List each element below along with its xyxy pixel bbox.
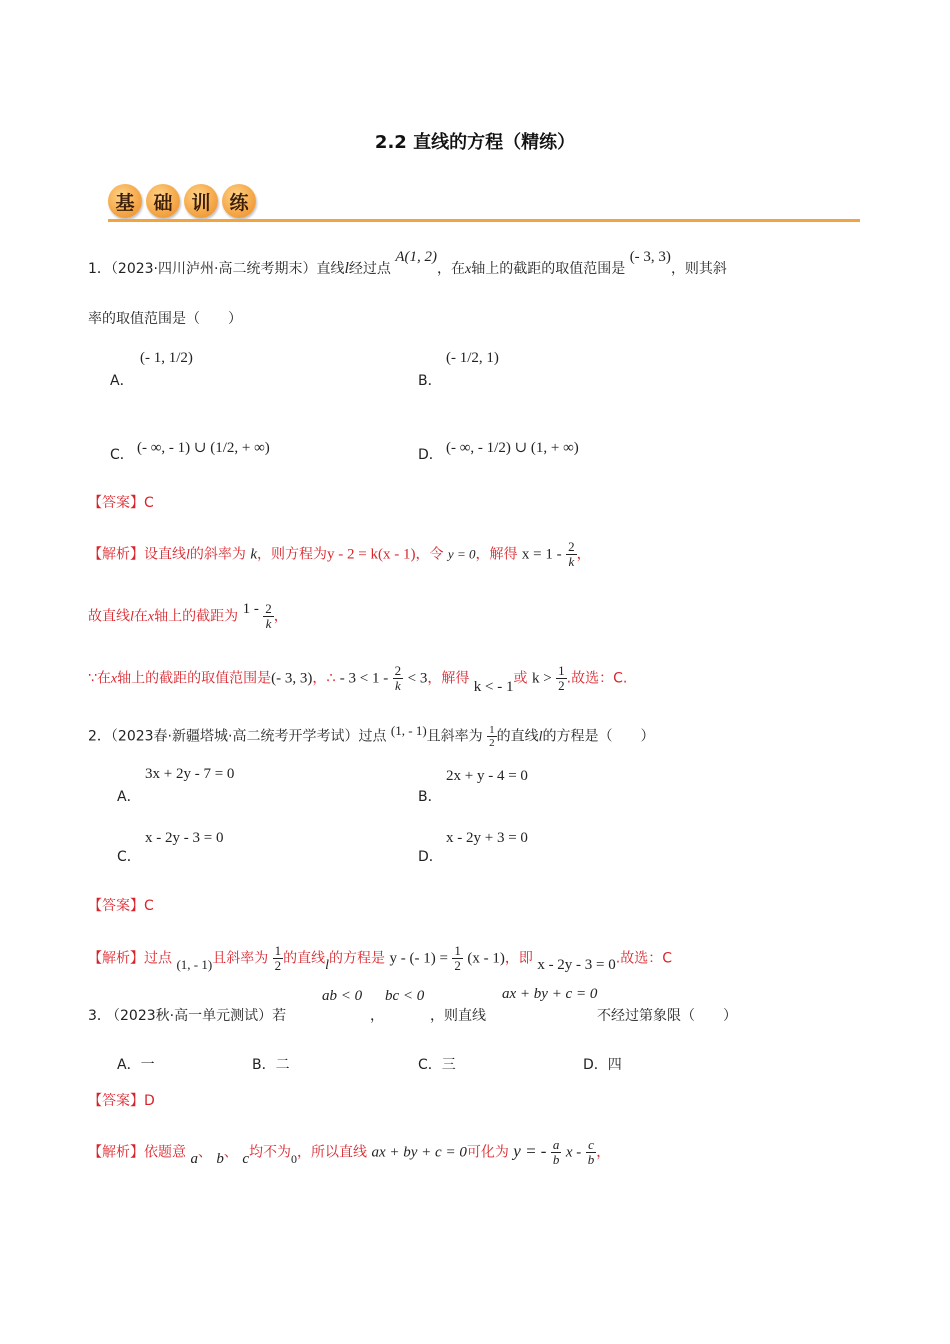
q1-var-x: x <box>465 262 472 277</box>
q1-exp3-k2: k > <box>531 670 552 687</box>
q1-explanation-line1 <box>88 540 591 569</box>
q3-exp-zero: 0 <box>291 1151 298 1166</box>
q3-explanation <box>88 1138 610 1167</box>
q1-exp1-eq: y - 2 = k(x - 1) <box>327 546 416 563</box>
q1-text-a: 经过点 <box>348 261 391 277</box>
q1-exp3-b: 轴上的截距的取值范围是 <box>117 670 272 687</box>
q3-cond2: bc < 0 <box>385 988 425 1004</box>
q1-exp3-half: $\frac{1}{2}$ <box>558 663 565 693</box>
q2-text-c: 的直线 <box>496 728 539 745</box>
q1-exp1-x: x = 1 - <box>521 546 562 563</box>
section-divider <box>108 219 860 222</box>
q1-exp3-x: x <box>110 671 118 687</box>
q2-exp-a: 过点 <box>144 950 172 967</box>
q1-exp1-c: ，则方程为 <box>257 546 328 563</box>
q1-explanation-line3 <box>88 664 627 693</box>
q2-text-d: 的方程是（ ） <box>542 728 655 745</box>
q1-exp2-a: 故直线 <box>88 608 130 625</box>
q2-exp-label: 【解析】 <box>88 950 144 967</box>
q1-var-l: l <box>344 260 349 277</box>
q1-exp3-e: .故选：C. <box>566 670 628 687</box>
q2-exp-point: (1, - 1) <box>176 956 213 972</box>
q2-exp-half: $\frac{1}{2}$ <box>274 943 282 973</box>
q1-exp2-b: 在 <box>133 608 148 625</box>
q3-exp-a: 依题意 <box>144 1144 186 1161</box>
section-badge-2: 础 <box>146 184 180 218</box>
section-badge-3: 训 <box>184 184 218 218</box>
q2-option-d[interactable]: x - 2y + 3 = 0 <box>446 830 528 846</box>
q2-option-b[interactable]: 2x + y - 4 = 0 <box>446 768 528 784</box>
q1-exp1-a: 设直线 <box>144 546 186 563</box>
q1-exp2-val: 1 - <box>242 600 259 617</box>
q2-exp-d: 的方程是 <box>329 950 386 967</box>
q2-exp-eq-a: y - (- 1) = <box>389 950 448 967</box>
q2-exp-result: x - 2y - 3 = 0 <box>537 956 616 973</box>
q3-exp-b: 均不为 <box>249 1144 292 1161</box>
q1-exp3-range: (- 3, 3) <box>271 670 313 687</box>
q3-exp-c: ，所以直线 <box>297 1144 368 1161</box>
q3-exp-y: y = - <box>513 1141 547 1161</box>
q1-exp1-d: ，令 <box>415 546 444 563</box>
q3-option-d[interactable]: D．四 <box>583 1057 622 1073</box>
q1-option-a-label: A． <box>110 373 134 389</box>
q1-exp3-frac: $\frac{2}{k}$ <box>394 663 402 693</box>
q3-exp-label: 【解析】 <box>88 1144 144 1161</box>
q2-option-a[interactable]: 3x + 2y - 7 = 0 <box>145 766 235 782</box>
q2-slope-frac: $\frac{1}{2}$ <box>489 724 495 749</box>
q3-number: 3． <box>88 1008 111 1024</box>
q1-exp2-l: l <box>130 609 134 625</box>
q3-exp-sep2: 、 <box>223 1144 238 1161</box>
q2-explanation <box>88 944 672 973</box>
q2-option-a-label: A． <box>117 789 141 805</box>
q2-var-l: l <box>538 729 543 745</box>
q3-exp-line: ax + by + c = 0 <box>371 1144 467 1161</box>
q1-line2: 率的取值范围是（ ） <box>88 311 242 327</box>
q1-exp3-c: ，∴ <box>312 670 336 687</box>
q1-exp2-c: 轴上的截距为 <box>154 608 239 625</box>
q3-answer: 【答案】D <box>88 1093 155 1109</box>
q1-text-b: ，在 <box>437 261 466 277</box>
q1-exp2-x: x <box>147 609 155 625</box>
q2-option-c-label: C． <box>117 849 141 865</box>
q3-comma: ， <box>370 1008 384 1024</box>
q1-exp1-frac: $\frac{2}{k}$ <box>568 539 575 569</box>
q1-option-b[interactable]: (- 1/2, 1) <box>446 350 499 366</box>
q2-exp-eq-b: (x - 1) <box>467 950 505 967</box>
q1-exp-label: 【解析】 <box>88 546 144 563</box>
q1-text-d: ，则其斜 <box>670 261 727 277</box>
q2-option-d-label: D． <box>418 849 443 865</box>
q3-exp-var-b: b <box>216 1150 224 1167</box>
q3-cond1: ab < 0 <box>322 988 363 1004</box>
q1-option-d[interactable]: (- ∞, - 1/2) ∪ (1, + ∞) <box>446 440 579 456</box>
q3-option-c[interactable]: C．三 <box>418 1057 456 1073</box>
q3-option-a[interactable]: A．一 <box>117 1057 155 1073</box>
q2-point: (1, - 1) <box>390 722 427 738</box>
q1-exp3-or: 或 <box>513 670 528 687</box>
q1-point-a: A(1, 2) <box>395 249 438 265</box>
q3-line-eq: ax + by + c = 0 <box>502 986 598 1002</box>
q1-exp1-l: l <box>186 547 190 563</box>
q1-option-d-label: D． <box>418 447 443 463</box>
q1-explanation-line2 <box>88 602 288 631</box>
q3-text-b: ，则直线 <box>430 1008 486 1024</box>
q2-exp-c: 的直线 <box>283 950 326 967</box>
q1-exp1-end: ， <box>576 546 591 563</box>
q3-exp-sep1: 、 <box>197 1144 212 1161</box>
q1-exp3-k1: k < - 1 <box>473 678 514 695</box>
q3-exp-frac-cb: $\frac{c}{b}$ <box>587 1137 595 1167</box>
q1-source: （2023·四川泸州·高二统考期末）直线 <box>110 261 345 277</box>
q1-option-c-label: C． <box>110 447 134 463</box>
q1-text-c: 轴上的截距的取值范围是 <box>471 261 626 277</box>
q1-exp2-end: ， <box>273 608 288 625</box>
q3-exp-var-a: a <box>190 1150 198 1167</box>
q3-exp-var-c: c <box>242 1150 250 1167</box>
q1-answer: 【答案】C <box>88 495 154 511</box>
q1-exp3-d: ，解得 <box>427 670 470 687</box>
q2-line1 <box>88 724 655 749</box>
q1-exp1-b: 的斜率为 <box>189 546 246 563</box>
q3-text-c: 不经过第象限（ ） <box>597 1008 737 1024</box>
q2-exp-b: 且斜率为 <box>212 950 269 967</box>
q1-exp1-y0: y = 0 <box>447 546 476 562</box>
q3-exp-frac-ab: $\frac{a}{b}$ <box>552 1137 560 1167</box>
q2-exp-f: .故选：C <box>615 950 672 967</box>
q1-range: (- 3, 3) <box>629 249 671 265</box>
q1-option-a[interactable]: (- 1, 1/2) <box>140 350 193 366</box>
q1-exp3-ineq-a: - 3 < 1 - <box>339 670 389 687</box>
q1-number: 1． <box>88 261 111 277</box>
q2-text-a: （2023春·新疆塔城·高二统考开学考试）过点 <box>110 728 387 745</box>
q2-option-b-label: B． <box>418 789 442 805</box>
q2-answer: 【答案】C <box>88 898 154 914</box>
q3-text-a: （2023秋·高一单元测试）若 <box>106 1008 287 1024</box>
q2-exp-e: ，即 <box>504 950 533 967</box>
q3-exp-end: ， <box>596 1144 611 1161</box>
section-badge-1: 基 <box>108 184 142 218</box>
q2-exp-l: l <box>325 957 330 973</box>
section-badge-4: 练 <box>222 184 256 218</box>
q2-exp-eq-frac: $\frac{1}{2}$ <box>454 943 461 973</box>
q1-option-b-label: B． <box>418 373 442 389</box>
q3-exp-x: x - <box>565 1144 582 1161</box>
q1-exp1-k: k <box>250 546 258 563</box>
q1-exp3-ineq-b: < 3 <box>407 670 428 687</box>
q1-exp1-e: ，解得 <box>475 546 518 563</box>
q1-option-c[interactable]: (- ∞, - 1) ∪ (1/2, + ∞) <box>137 440 270 456</box>
q1-exp2-frac: $\frac{2}{k}$ <box>265 601 272 631</box>
q2-number: 2． <box>88 728 111 745</box>
page-title: 2.2 直线的方程（精练） <box>374 132 576 153</box>
q1-line1 <box>88 249 727 278</box>
q1-exp3-a: ∵在 <box>88 670 111 687</box>
q2-text-b: 且斜率为 <box>426 728 483 745</box>
q2-option-c[interactable]: x - 2y - 3 = 0 <box>145 830 224 846</box>
q3-option-b[interactable]: B．二 <box>252 1057 290 1073</box>
q3-exp-d: 可化为 <box>466 1144 509 1161</box>
